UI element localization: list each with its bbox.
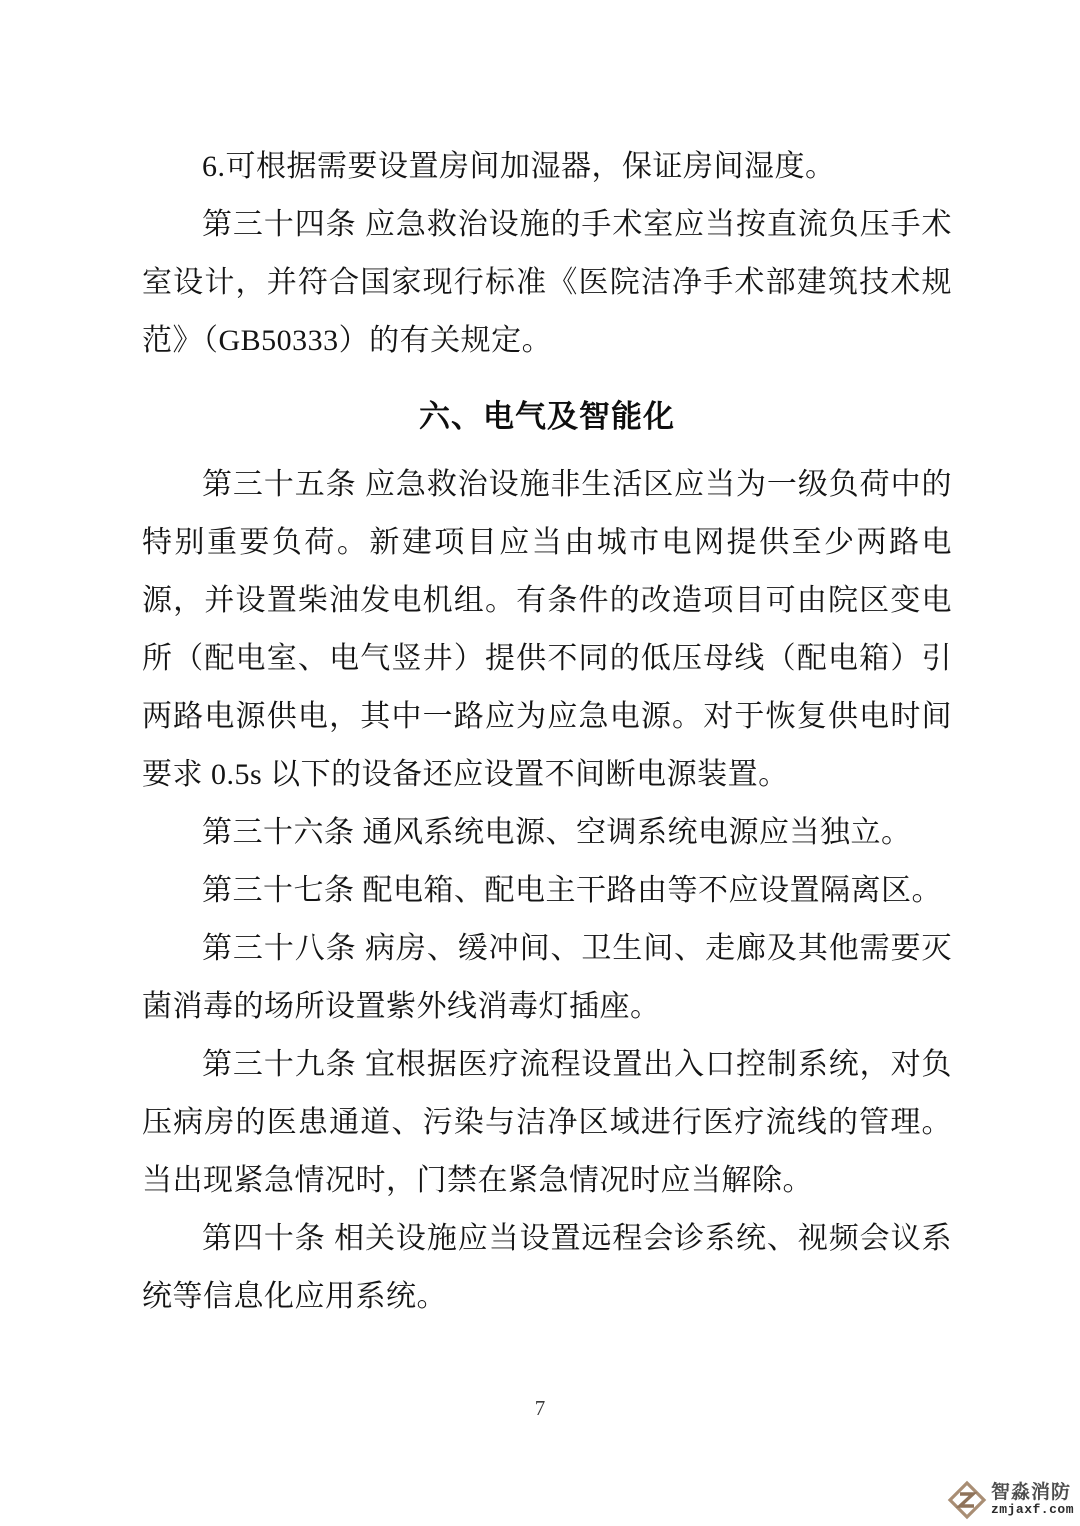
brand-url: zmjaxf.com [990, 1502, 1074, 1518]
brand-name: 智淼消防 [990, 1482, 1071, 1504]
paragraph-article-36: 第三十六条 通风系统电源、空调系统电源应当独立。 [202, 816, 912, 849]
brand-watermark [947, 1480, 1074, 1520]
brand-logo-icon [947, 1480, 987, 1520]
paragraph-article-35: 第三十五条 应急救治设施非生活区应当为一级负荷中的特别重要负荷。新建项目应当由城市电网提供至少两路电源，并设置柴油发电机组。有条件的改造项目可由院区变电所（配电室、电气竖井）提供不同的低压母线（配电箱）引两路电源供电，其中一路应为应急电源。对于恢复供电时间要求 0.5s 以下的设备还应设置不间断电源装置。 [142, 468, 952, 791]
paragraph-article-39: 第三十九条 宜根据医疗流程设置出入口控制系统，对负压病房的医患通道、污染与洁净区域进行医疗流线的管理。当出现紧急情况时，门禁在紧急情况时应当解除。 [142, 1048, 952, 1197]
brand-text-block [991, 1483, 1074, 1517]
paragraph-article-40: 第四十条 相关设施应当设置远程会诊系统、视频会议系统等信息化应用系统。 [142, 1222, 952, 1313]
section-heading: 六、电气及智能化 [419, 399, 675, 434]
paragraph-article-38: 第三十八条 病房、缓冲间、卫生间、走廊及其他需要灭菌消毒的场所设置紫外线消毒灯插座。 [142, 932, 952, 1023]
page-number: 7 [534, 1396, 546, 1420]
paragraph-article-37: 第三十七条 配电箱、配电主干路由等不应设置隔离区。 [202, 874, 942, 907]
paragraph-item-6: 6.可根据需要设置房间加湿器，保证房间湿度。 [202, 150, 836, 183]
document-body [142, 138, 952, 1326]
paragraph-article-34: 第三十四条 应急救治设施的手术室应当按直流负压手术室设计，并符合国家现行标准《医院洁净手术部建筑技术规范》（GB50333）的有关规定。 [142, 208, 952, 357]
